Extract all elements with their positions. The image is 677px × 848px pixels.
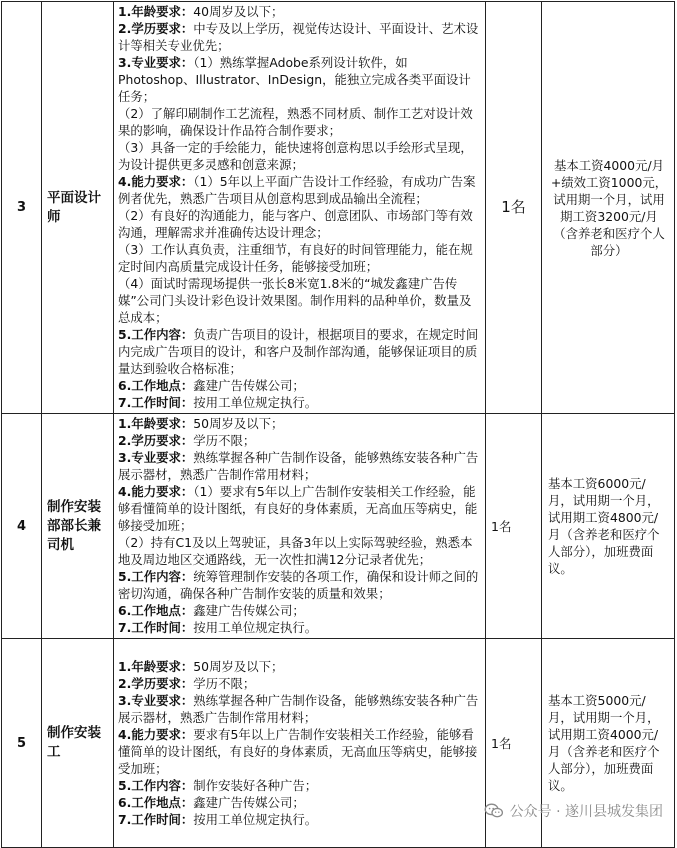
headcount: 1名 [486, 639, 542, 848]
requirement-line: 6.工作地点：鑫建广告传媒公司； [118, 378, 305, 393]
requirements-cell [114, 639, 486, 848]
headcount: 1名 [486, 414, 542, 639]
requirement-line: 7.工作时间：按用工单位规定执行。 [118, 620, 318, 635]
requirement-line: 5.工作内容：统筹管理制作安装的各项工作，确保和设计师之间的密切沟通，确保各种广告制作安装的质量和效果； [118, 569, 479, 601]
requirement-line: （3）工作认真负责，注重细节，有良好的时间管理能力，能在规定时间内高质量完成设计任务，能够接受加班； [118, 242, 473, 274]
watermark [484, 801, 663, 821]
requirement-line: 3.专业要求：熟练掌握各种广告制作设备，能够熟练安装各种广告展示器材，熟悉广告制作常用材料； [118, 450, 479, 482]
requirement-line: 4.能力要求：要求有5年以上广告制作安装相关工作经验，能够看懂简单的设计图纸，有良好的身体素质，无高血压等病史，能够接受加班； [118, 726, 478, 776]
salary: 基本工资5000元/月，试用期一个月，试用期工资4000元/月（含养老和医疗个人部分），加班费面议。 [542, 639, 675, 848]
position-name: 制作安装工 [42, 639, 114, 848]
row-number: 3 [2, 2, 42, 414]
requirement-line: 7.工作时间：按用工单位规定执行。 [118, 395, 318, 410]
requirement-line: 6.工作地点：鑫建广告传媒公司； [118, 794, 305, 810]
watermark-text: 公众号 · 遂川县城发集团 [509, 804, 663, 820]
requirement-line: 6.工作地点：鑫建广告传媒公司； [118, 603, 305, 618]
requirement-line: 1.年龄要求：50周岁及以下； [118, 658, 284, 674]
requirement-line: 1.年龄要求：50周岁及以下； [118, 416, 284, 431]
salary: 基本工资4000元/月+绩效工资1000元，试用期一个月，试用期工资3200元/月（含养老和医疗个人部分） [542, 2, 675, 414]
headcount: 1名 [486, 2, 542, 414]
requirement-line: 4.能力要求：（1）5年以上平面广告设计工作经验，有成功广告案例者优先，熟悉广告项目从创意构思到成品输出全流程； [118, 174, 476, 206]
table-row [2, 414, 675, 639]
requirement-line: （3）具备一定的手绘能力，能快速将创意构思以手绘形式呈现，为设计提供更多灵感和创意来源； [118, 140, 473, 172]
row-number: 4 [2, 414, 42, 639]
wechat-icon [484, 803, 504, 819]
requirement-line: （4）面试时需现场提供一张长8米宽1.8米的“城发鑫建广告传媒”公司门头设计彩色设计效果图。制作用料的品种单价，数量及总成本； [118, 276, 472, 325]
requirements-cell [114, 414, 486, 639]
position-name: 平面设计师 [42, 2, 114, 414]
salary: 基本工资6000元/月，试用期一个月，试用期工资4800元/月（含养老和医疗个人部分），加班费面议。 [542, 414, 675, 639]
requirement-line: 5.工作内容：制作安装好各种广告； [118, 777, 318, 793]
requirement-line: （2）持有C1及以上驾驶证，具备3年以上实际驾驶经验，熟悉本地及周边地区交通路线，无一次性扣满12分记录者优先； [118, 535, 473, 567]
requirements-cell [114, 2, 486, 414]
requirement-line: 7.工作时间：按用工单位规定执行。 [118, 811, 318, 827]
requirement-line: 1.年龄要求：40周岁及以下； [118, 4, 284, 19]
requirement-line: 5.工作内容：负责广告项目的设计，根据项目的要求，在规定时间内完成广告项目的设计，和客户及制作部沟通，能够保证项目的质量达到验收合格标准； [118, 327, 479, 376]
requirement-line: （2）了解印刷制作工艺流程，熟悉不同材质、制作工艺对设计效果的影响，确保设计作品符合制作要求； [118, 106, 473, 138]
requirement-line: 3.专业要求：（1）熟练掌握Adobe系列设计软件，如Photoshop、Illustrator、InDesign，能独立完成各类平面设计任务； [118, 55, 471, 104]
table-row [2, 2, 675, 414]
requirement-line: （2）有良好的沟通能力，能与客户、创意团队、市场部门等有效沟通，理解需求并准确传达设计理念； [118, 208, 473, 240]
row-number: 5 [2, 639, 42, 848]
requirement-line: 2.学历要求：学历不限； [118, 675, 256, 691]
requirement-line: 2.学历要求：中专及以上学历，视觉传达设计、平面设计、艺术设计等相关专业优先； [118, 21, 479, 53]
position-name: 制作安装部部长兼司机 [42, 414, 114, 639]
requirement-line: 4.能力要求：（1）要求有5年以上广告制作安装相关工作经验，能够看懂简单的设计图纸，有良好的身体素质，无高血压等病史，能够接受加班； [118, 484, 478, 533]
requirement-line: 2.学历要求：学历不限； [118, 433, 256, 448]
recruitment-table [1, 1, 675, 848]
requirement-line: 3.专业要求：熟练掌握各种广告制作设备，能够熟练安装各种广告展示器材，熟悉广告制作常用材料； [118, 692, 479, 725]
